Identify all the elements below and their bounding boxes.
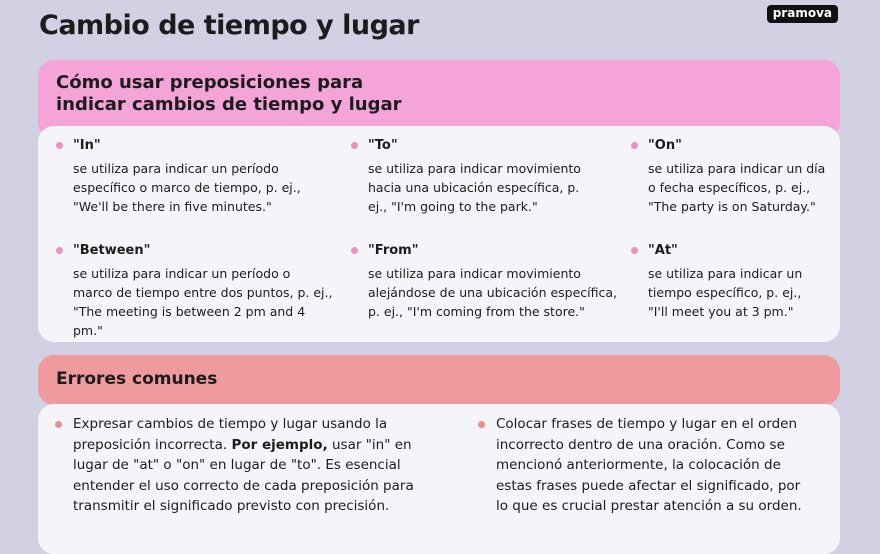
brand-logo: pramova [767,5,838,23]
preposition-item-from [368,242,628,321]
bullet-dot [351,247,358,254]
section-heading: Errores comunes [56,369,218,389]
preposition-term: "From" [368,243,419,258]
bullet-dot [351,142,358,149]
section-heading-line1: Cómo usar preposiciones para [56,72,364,93]
error-text-before: Expresar cambios de tiempo y lugar usando la preposición incorrecta. [73,416,388,453]
bullet-dot [55,421,62,428]
bullet-dot [478,421,485,428]
preposition-desc: se utiliza para indicar un día o fecha específicos, p. ej., "The party is on Saturday." [648,161,826,214]
preposition-item-between [73,242,333,340]
preposition-item-on [648,137,828,216]
preposition-item-to [368,137,598,216]
preposition-term: "To" [368,138,398,153]
error-text-bold: Por ejemplo, [231,436,328,453]
error-item-2 [496,414,816,517]
bullet-dot [56,142,63,149]
preposition-item-in [73,137,333,216]
error-item-1 [73,414,428,517]
preposition-desc: se utiliza para indicar un tiempo específico, p. ej., "I'll meet you at 3 pm." [648,266,803,319]
bullet-dot [631,247,638,254]
error-text-after: usar "in" en lugar de "at" o "on" en lugar de "to". Es esencial entender el uso correcto de cada preposición para transmitir el significado previsto con precisión. [73,436,414,514]
page-title: Cambio de tiempo y lugar [39,10,419,41]
preposition-desc: se utiliza para indicar un período o marco de tiempo entre dos puntos, p. ej., "The meeting is between 2 pm and 4 pm." [73,266,333,338]
bullet-dot [56,247,63,254]
prepositions-panel [38,126,840,342]
preposition-desc: se utiliza para indicar un período específico o marco de tiempo, p. ej., "We'll be there in five minutes." [73,161,301,214]
preposition-desc: se utiliza para indicar movimiento hacia una ubicación específica, p. ej., "I'm going to the park." [368,161,581,214]
section-heading-line2: indicar cambios de tiempo y lugar [56,94,402,115]
preposition-term: "Between" [73,243,151,258]
errors-panel [38,404,840,554]
preposition-term: "On" [648,138,682,153]
error-text: Colocar frases de tiempo y lugar en el orden incorrecto dentro de una oración. Como se mencionó anteriormente, la colocación de estas frases puede afectar el significado, por lo que es crucial prestar atención a su orden. [496,416,802,514]
preposition-desc: se utiliza para indicar movimiento alejándose de una ubicación específica, p. ej., "I'm coming from the store." [368,266,618,319]
preposition-term: "In" [73,138,101,153]
preposition-term: "At" [648,243,678,258]
section-header-errors [38,355,840,405]
preposition-item-at [648,242,818,321]
bullet-dot [631,142,638,149]
